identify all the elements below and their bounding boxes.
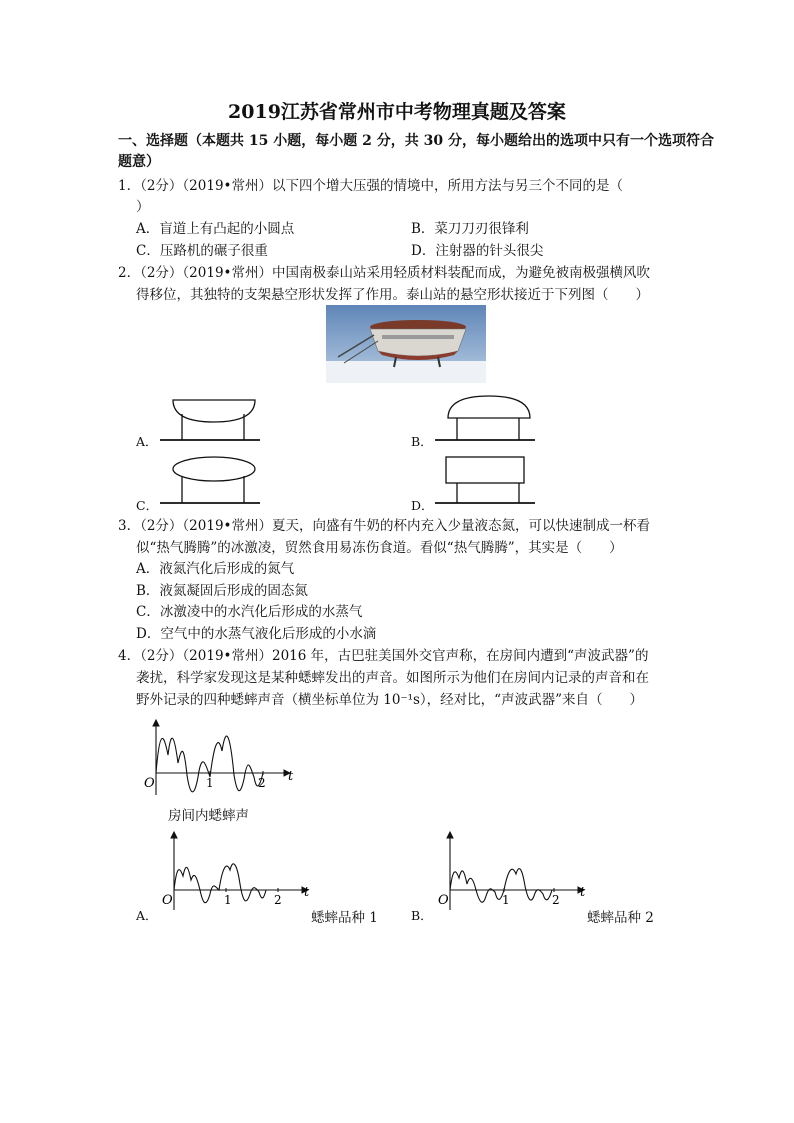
tick-1: 1 (206, 776, 214, 790)
taishan-station-photo (326, 305, 486, 383)
q3-stem-cont: 似“热气腾腾”的冰激凌，贸然食用易冻伤食道。看似“热气腾腾”，其实是（ ） (136, 540, 623, 556)
q1-option-c: C．压路机的碾子很重 (136, 243, 268, 259)
origin-label: O (438, 893, 449, 908)
q4-stem-cont: 袭扰，科学家发现这是某种蟋蟀发出的声音。如图所示为他们在房间内记录的声音和在 (136, 670, 649, 686)
q2-option-d-figure (435, 455, 545, 505)
axis-t-label: t (304, 885, 310, 900)
q1-stem-cont: ） (136, 199, 150, 215)
tick-2: 2 (274, 893, 282, 907)
section-heading: 一、选择题（本题共 15 小题，每小题 2 分，共 30 分，每小题给出的选项中只有一个选项符合 (118, 133, 714, 149)
q2-stem: 2．（2分）（2019•常州）中国南极泰山站采用轻质材料装配而成，为避免被南极强横风吹 (118, 265, 650, 281)
q1-option-d: D．注射器的针头很尖 (411, 243, 544, 259)
tick-2: 2 (552, 893, 560, 907)
species2-caption: 蟋蟀品种 2 (587, 910, 654, 926)
q3-option-b: B．液氮凝固后形成的固态氮 (136, 583, 308, 599)
room-waveform-graph (140, 715, 300, 805)
axis-t-label: t (288, 769, 294, 784)
q1-stem: 1．（2分）（2019•常州）以下四个增大压强的情境中，所用方法与另三个不同的是（ (118, 178, 623, 194)
q2-option-d-label: D． (411, 498, 434, 513)
q2-stem-cont: 得移位，其独特的支架悬空形状发挥了作用。泰山站的悬空形状接近于下列图（ ） (136, 287, 649, 303)
q1-option-b: B．菜刀刀刃很锋利 (411, 221, 529, 237)
q2-option-c-figure (160, 455, 270, 505)
species1-caption: 蟋蟀品种 1 (311, 910, 378, 926)
q3-option-c: C．冰激凌中的水汽化后形成的水蒸气 (136, 604, 363, 620)
tick-1: 1 (224, 893, 232, 907)
species1-waveform-graph (160, 828, 320, 918)
q2-option-c-label: C． (136, 498, 159, 513)
q1-option-a: A．盲道上有凸起的小圆点 (136, 221, 295, 237)
origin-label: O (162, 893, 173, 908)
q3-option-a: A．液氮汽化后形成的氮气 (136, 561, 295, 577)
q2-option-a-figure (160, 396, 270, 442)
species2-waveform-graph (436, 828, 596, 918)
section-heading-cont: 题意） (118, 154, 160, 170)
q3-option-d: D．空气中的水蒸气液化后形成的小水滴 (136, 626, 377, 642)
q2-option-b-figure (435, 396, 545, 442)
q3-stem: 3．（2分）（2019•常州）夏天，向盛有牛奶的杯内充入少量液态氮，可以快速制成一杯看 (118, 518, 650, 534)
q4-stem: 4．（2分）（2019•常州）2016 年，古巴驻美国外交官声称，在房间内遭到“声波武器”的 (118, 648, 649, 664)
room-caption: 房间内蟋蟀声 (168, 808, 249, 824)
axis-t-label: t (580, 885, 586, 900)
species2-wave-line (450, 869, 552, 903)
q4-option-a-label: A． (136, 908, 158, 923)
tick-2: 2 (258, 776, 266, 790)
q2-option-a-label: A． (136, 434, 158, 449)
q4-option-b-label: B． (411, 908, 433, 923)
q4-stem-cont2: 野外记录的四种蟋蟀声音（横坐标单位为 10⁻¹s），经对比，“声波武器”来自（ ） (136, 692, 643, 708)
species1-wave-line (174, 864, 266, 903)
page-title: 2019江苏省常州市中考物理真题及答案 (228, 101, 566, 123)
tick-1: 1 (502, 893, 510, 907)
origin-label: O (144, 776, 155, 791)
q2-option-b-label: B． (411, 434, 433, 449)
